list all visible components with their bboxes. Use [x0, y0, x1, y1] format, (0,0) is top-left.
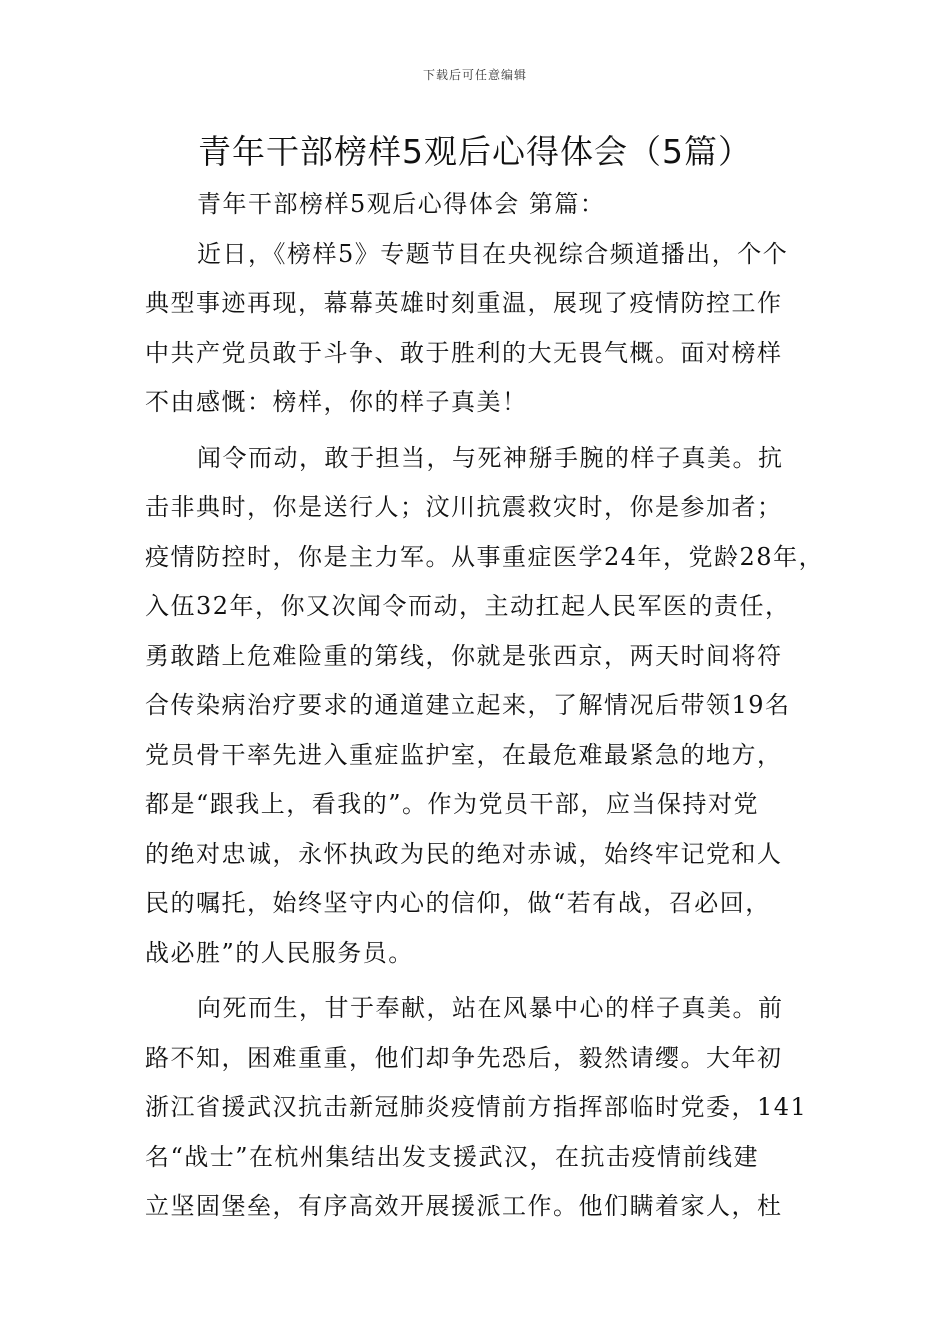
paragraph-line: 路不知，困难重重，他们却争先恐后，毅然请缨。大年初: [145, 1043, 783, 1072]
paragraph-1: [145, 230, 810, 428]
header-note: 下载后可任意编辑: [422, 68, 527, 82]
paragraph-line: 立坚固堡垒，有序高效开展援派工作。他们瞒着家人，杜: [145, 1192, 783, 1220]
subtitle-line: 青年干部榜样5观后心得体会 第篇：: [197, 190, 606, 218]
paragraph-3: [145, 984, 810, 1232]
paragraph-line: 向死而生，甘于奉献，站在风暴中心的样子真美。前: [197, 994, 784, 1022]
paragraph-line: 中共产党员敢于斗争、敢于胜利的大无畏气概。面对榜样: [145, 338, 783, 367]
document-body: [145, 180, 825, 1232]
paragraph-line: 不由感慨：榜样，你的样子真美！: [145, 388, 528, 416]
paragraph-line: 击非典时，你是送行人；汶川抗震救灾时，你是参加者；: [145, 493, 783, 521]
paragraph-line: 浙江省援武汉抗击新冠肺炎疫情前方指挥部临时党委，141: [145, 1093, 808, 1121]
paragraph-line: 疫情防控时，你是主力军。从事重症医学24年，党龄28年，: [145, 542, 825, 571]
paragraph-line: 合传染病治疗要求的通道建立起来，了解情况后带领19名: [145, 691, 791, 719]
paragraph-line: 名“战士”在杭州集结出发支援武汉，在抗击疫情前线建: [145, 1142, 760, 1171]
paragraph-line: 闻令而动，敢于担当，与死神掰手腕的样子真美。抗: [197, 443, 784, 472]
paragraph-line: 战必胜”的人民服务员。: [145, 938, 414, 967]
paragraph-line: 都是“跟我上，看我的”。作为党员干部，应当保持对党: [145, 790, 760, 818]
paragraph-line: 勇敢踏上危难险重的第线，你就是张西京，两天时间将符: [145, 641, 783, 670]
document-title: 青年干部榜样5观后心得体会（5篇）: [198, 132, 752, 171]
paragraph-line: 入伍32年，你又次闻令而动，主动扛起人民军医的责任，: [145, 592, 791, 620]
paragraph-line: 典型事迹再现，幕幕英雄时刻重温，展现了疫情防控工作: [145, 289, 783, 317]
paragraph-2: [145, 434, 825, 979]
paragraph-line: 党员骨干率先进入重症监护室，在最危难最紧急的地方，: [145, 740, 783, 769]
paragraph-line: 近日，《榜样5》专题节目在央视综合频道播出，个个: [197, 239, 789, 268]
paragraph-line: 的绝对忠诚，永怀执政为民的绝对赤诚，始终牢记党和人: [145, 839, 783, 868]
paragraph-line: 民的嘱托，始终坚守内心的信仰，做“若有战，召必回，: [145, 889, 771, 917]
